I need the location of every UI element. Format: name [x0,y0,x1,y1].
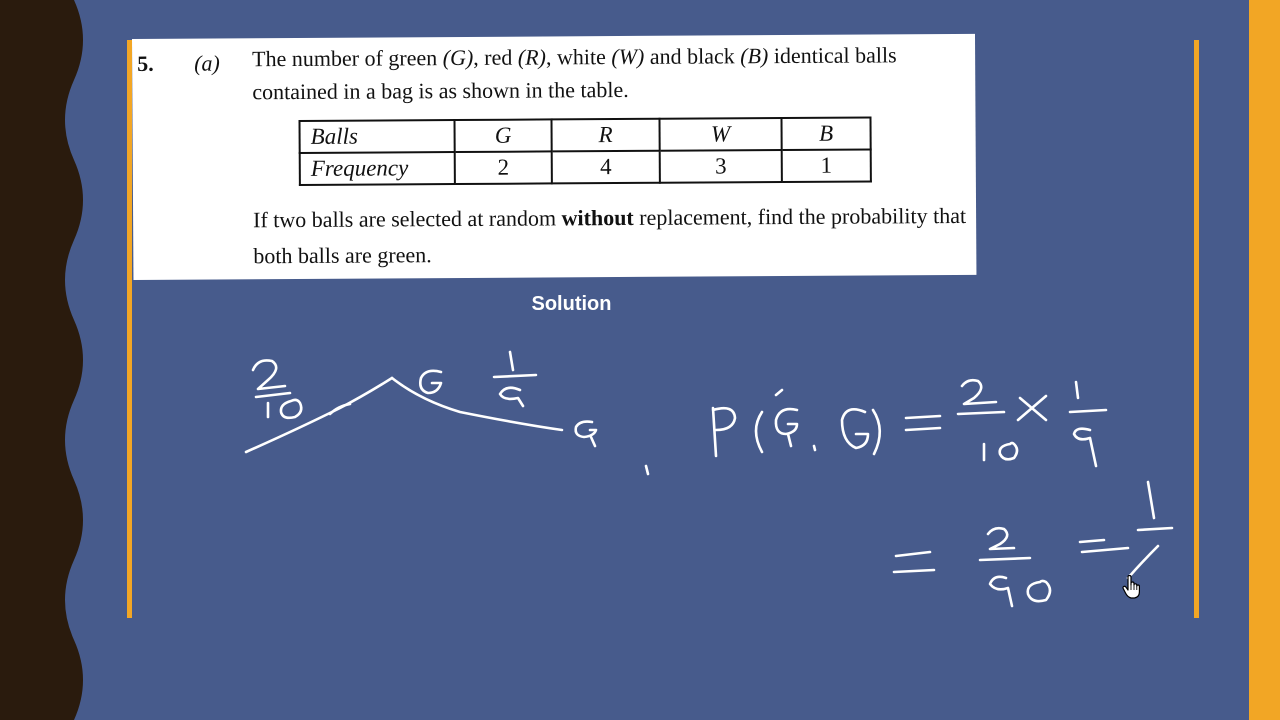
ink-digit [1028,581,1050,601]
ink-equals [906,416,940,430]
ink-digit [962,380,996,404]
ink-digit [990,577,1012,606]
table-cell: R [551,119,659,152]
intro-text: , white [545,44,612,70]
ink-mark [814,446,815,450]
ink-mark [646,466,648,474]
ink-letter [842,409,868,448]
ink-letter [576,422,596,446]
table-cell: B [781,117,870,150]
question-part: (a) [194,50,220,76]
body-text: If two balls are selected at random [253,205,562,233]
ink-digit [1076,382,1078,398]
ink-digit [1074,429,1096,466]
table-cell: 2 [455,151,552,184]
ink-digit [988,528,1014,549]
ink-fraction-bar [1070,410,1106,412]
ink-digit [1000,443,1017,459]
ink-fraction-bar [980,558,1030,560]
ink-digit [1128,546,1158,578]
ink-equals [1080,540,1128,552]
hand-pointer-icon [1122,575,1142,599]
table-cell: 3 [660,150,782,183]
black-symbol: (B) [740,43,769,69]
ink-letter [420,371,441,393]
ink-paren [873,410,880,454]
intro-text: identical balls contained in a bag is as shown in the table. [252,42,897,105]
solution-heading: Solution [531,293,612,315]
table-cell: 1 [782,149,871,182]
ink-fraction-bar [256,393,290,397]
table-cell: 4 [552,151,660,184]
ink-mark [776,390,782,395]
ink-paren [756,412,762,452]
ink-letter [776,409,797,446]
ink-digit [1148,482,1154,518]
intro-text: , red [473,44,518,70]
white-symbol: (W) [611,43,645,70]
ink-fraction-bar [1138,528,1172,530]
ink-digit [281,400,301,418]
table-cell: G [455,119,552,152]
body-text: replacement, find the probability that both balls are green. [253,202,967,269]
tree-branch-stroke [392,378,562,430]
ink-letter [713,408,735,456]
intro-text: The number of green [252,45,443,72]
ink-times [1018,396,1046,420]
red-symbol: (R) [517,44,547,70]
ink-digit [253,360,285,389]
row-label-frequency: Frequency [300,152,455,185]
ink-fraction-bar [494,375,536,377]
intro-text: and black [644,43,741,69]
table-cell: W [659,118,781,151]
ink-digit [510,352,513,370]
ink-digit [500,388,523,406]
ink-equals [894,552,934,572]
body-emphasis: without [561,204,634,231]
question-number: 5. [137,50,154,76]
row-label-balls: Balls [300,120,455,153]
ink-fraction-bar [958,412,1004,414]
green-symbol: (G) [442,44,474,71]
